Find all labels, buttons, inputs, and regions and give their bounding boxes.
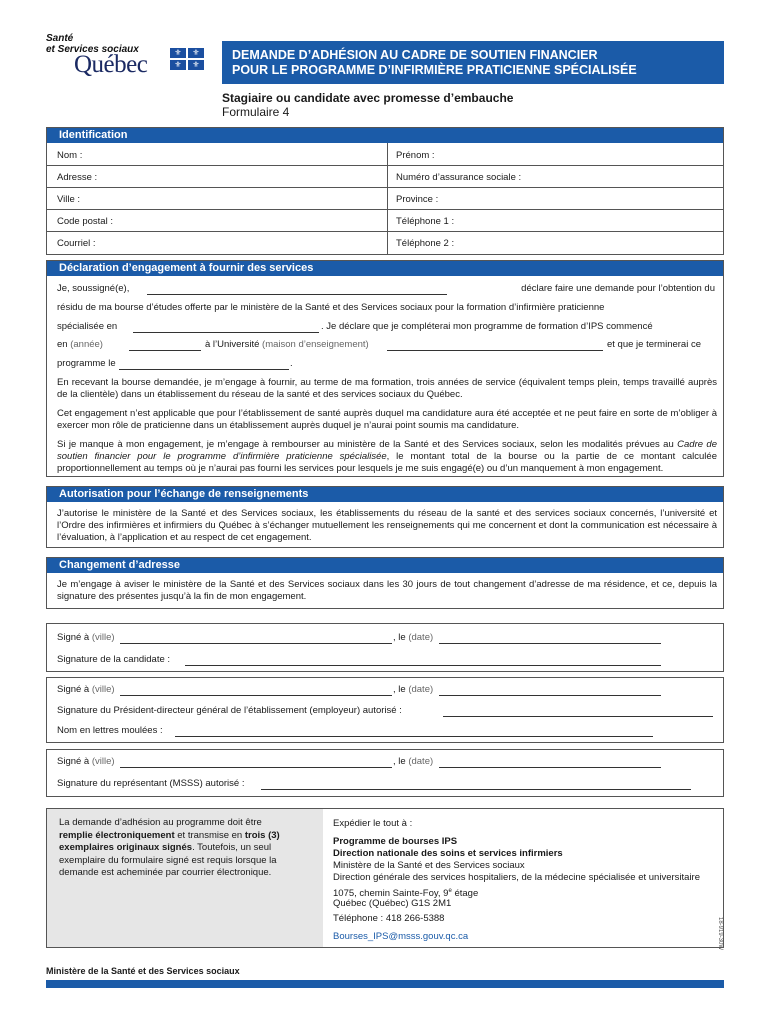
contact-telephone: Téléphone : 418 266-5388 [333, 913, 445, 924]
declaration-title: Déclaration d’engagement à fournir des services [59, 262, 314, 274]
universite-input[interactable] [387, 341, 603, 351]
changement-text: Je m’engage à aviser le ministère de la Santé et des Services sociaux dans les 30 jours de tout changement d’adresse de ma résidence, et ce, depuis la signature des présentes jusqu’à la fin de mon engagement. [57, 579, 717, 602]
candidate-ville-input[interactable] [120, 634, 392, 644]
autorisation-section [46, 486, 724, 548]
field-telephone1[interactable]: Téléphone 1 : [396, 216, 455, 227]
employeur-ville-input[interactable] [120, 686, 392, 696]
autorisation-title: Autorisation pour l’échange de renseignements [59, 488, 309, 500]
mailing-address: 1075, chemin Sainte-Foy, 9e étage [333, 888, 479, 900]
logo [46, 33, 216, 78]
date-fin-input[interactable] [119, 360, 289, 370]
quebec-flag-icon: ⚜ ⚜ ⚜ ⚜ [170, 48, 204, 70]
ministere-name: Ministère de la Santé et des Services sociaux [333, 860, 525, 871]
declaration-p3: Si je manque à mon engagement, je m’engage à rembourser au ministère de la Santé et des Services sociaux, selon les modalités prévues au Cadre de soutien financier pour le programme d’infirmière praticienne spécialisée, le montant total de la bourse ou la partie de ce montant calculée proportionnellement au temps où je n’aurai pas fourni les services pour lesquels je me suis engagé(e) ou d’un manquement à mon engagement. [57, 439, 717, 474]
field-code-postal[interactable]: Code postal : [57, 216, 113, 227]
annee-input[interactable] [129, 341, 201, 351]
changement-title: Changement d’adresse [59, 559, 181, 571]
form-code: 18-919-30W [717, 917, 723, 951]
footer-bar [46, 980, 724, 988]
field-province[interactable]: Province : [396, 194, 439, 205]
employeur-date-input[interactable] [439, 686, 661, 696]
signature-candidate-section: Signé à (ville) , le (date) Signature de la candidate : [46, 623, 724, 672]
candidate-date-input[interactable] [439, 634, 661, 644]
field-ville[interactable]: Ville : [57, 194, 81, 205]
declaration-line2: résidu de ma bourse d’études offerte par le ministère de la Santé et des Services sociaux pour la formation d’infirmière praticienne [57, 302, 605, 313]
logo-line1: Santé [46, 33, 74, 44]
contact-email-link[interactable]: Bourses_IPS@msss.gouv.qc.ca [333, 931, 469, 942]
mailing-city: Québec (Québec) G1S 2M1 [333, 898, 452, 909]
signature-msss-section: Signé à (ville) , le (date) Signature du représentant (MSSS) autorisé : [46, 749, 724, 797]
candidate-signature-input[interactable] [185, 656, 661, 666]
form-subtitle: Stagiaire ou candidate avec promesse d’embauche [222, 91, 514, 105]
declaration-section: Déclaration d’engagement à fournir des services Je, soussigné(e), déclare faire une demande pour l’obtention du résidu de ma bourse d’études offerte par le ministère de la Santé et des Services sociaux pour la formation d’infirmière praticienne spécialisée en . Je déclare que je compléterai mon programme de formation d’IPS commencé en (année) à l’Université (maison d’enseignement) et que je terminerai ce programme le . En recevant la bourse demandée, je m’engage à fournir, au terme de ma formation, trois années de service (équivalent temps plein, temps travaillé auprès de la clientèle) dans un établissement du réseau de la santé et des services sociaux du Québec. Cet engagement n’est applicable que pour l’établissement de santé auprès duquel ma candidature aura été acceptée et ne peut faire en sorte de m’obliger à exercer mon rôle de praticienne dans un établissement auprès duquel je n’aurai point soumis ma candidature. Si je manque à mon engagement, je m’engage à rembourser au ministère de la Santé et des Services sociaux, selon les modalités prévues au Cadre de soutien financier pour le programme d’infirmière praticienne spécialisée, le montant total de la bourse ou la partie de ce montant calculée proportionnellement au temps où je n’aurai pas fourni les services pour lesquels je me suis engagé(e) ou d’un manquement à mon engagement. [46, 260, 724, 477]
logo-quebec: Québec [74, 51, 148, 78]
logo-line2: et Services sociaux [46, 44, 139, 55]
msss-date-input[interactable] [439, 758, 661, 768]
declaration-p2: Cet engagement n’est applicable que pour l’établissement de santé auprès duquel ma candidature aura été acceptée et ne peut faire en sorte de m’obliger à exercer mon rôle de praticienne dans un établissement auprès duquel je n’aurai point soumis ma candidature. [57, 408, 717, 431]
field-courriel[interactable]: Courriel : [57, 238, 96, 249]
field-nas[interactable]: Numéro d’assurance sociale : [396, 172, 522, 183]
direction-generale: Direction générale des services hospitaliers, de la médecine spécialisée et universitaire [333, 872, 700, 883]
msss-signature-input[interactable] [261, 780, 691, 790]
field-prenom[interactable]: Prénom : [396, 150, 435, 161]
direction-name: Direction nationale des soins et services infirmiers [333, 848, 563, 859]
form-number: Formulaire 4 [222, 105, 290, 119]
president-signature-input[interactable] [443, 707, 713, 717]
form-title [222, 41, 724, 84]
declarant-name-input[interactable] [147, 285, 447, 295]
signature-employeur-section: Signé à (ville) , le (date) Signature du Président-directeur général de l’établissement (employeur) autorisé : Nom en lettres moulées : [46, 677, 724, 743]
specialisation-input[interactable] [133, 323, 319, 333]
field-telephone2[interactable]: Téléphone 2 : [396, 238, 455, 249]
declaration-p1: En recevant la bourse demandée, je m’engage à fournir, au terme de ma formation, trois années de service (équivalent temps plein, temps travaillé auprès de la clientèle) dans un établissement du réseau de la santé et des services sociaux du Québec. [57, 377, 717, 400]
autorisation-text: J’autorise le ministère de la Santé et des Services sociaux, les établissements du réseau de la santé et des services sociaux concernés, l’université et l’Ordre des infirmières et infirmiers du Québec à s’échanger mutuellement les renseignements qui me concernent et dont la communication est nécessaire à l’évaluation, à l’application et au respect de cet engagement. [57, 508, 717, 543]
msss-ville-input[interactable] [120, 758, 392, 768]
footer-ministry: Ministère de la Santé et des Services sociaux [46, 966, 240, 976]
nom-lettres-input[interactable] [175, 727, 653, 737]
expedier-label: Expédier le tout à : [333, 818, 413, 829]
programme-name: Programme de bourses IPS [333, 836, 458, 847]
field-nom[interactable]: Nom : [57, 150, 83, 161]
form-title-line2: POUR LE PROGRAMME D’INFIRMIÈRE PRATICIENNE SPÉCIALISÉE [232, 63, 637, 77]
instructions-text: La demande d’adhésion au programme doit être remplie électroniquement et transmise en trois (3) exemplaires originaux signés. Toutefois, un seul exemplaire du formulaire signé est requis lorsque la demande est acheminée par courrier électronique. [59, 817, 280, 878]
instructions-box [46, 808, 724, 951]
field-adresse[interactable]: Adresse : [57, 172, 98, 183]
identification-section [46, 127, 724, 255]
changement-section [46, 557, 724, 609]
form-title-line1: DEMANDE D’ADHÉSION AU CADRE DE SOUTIEN FINANCIER [232, 48, 598, 62]
identification-title: Identification [59, 129, 128, 141]
